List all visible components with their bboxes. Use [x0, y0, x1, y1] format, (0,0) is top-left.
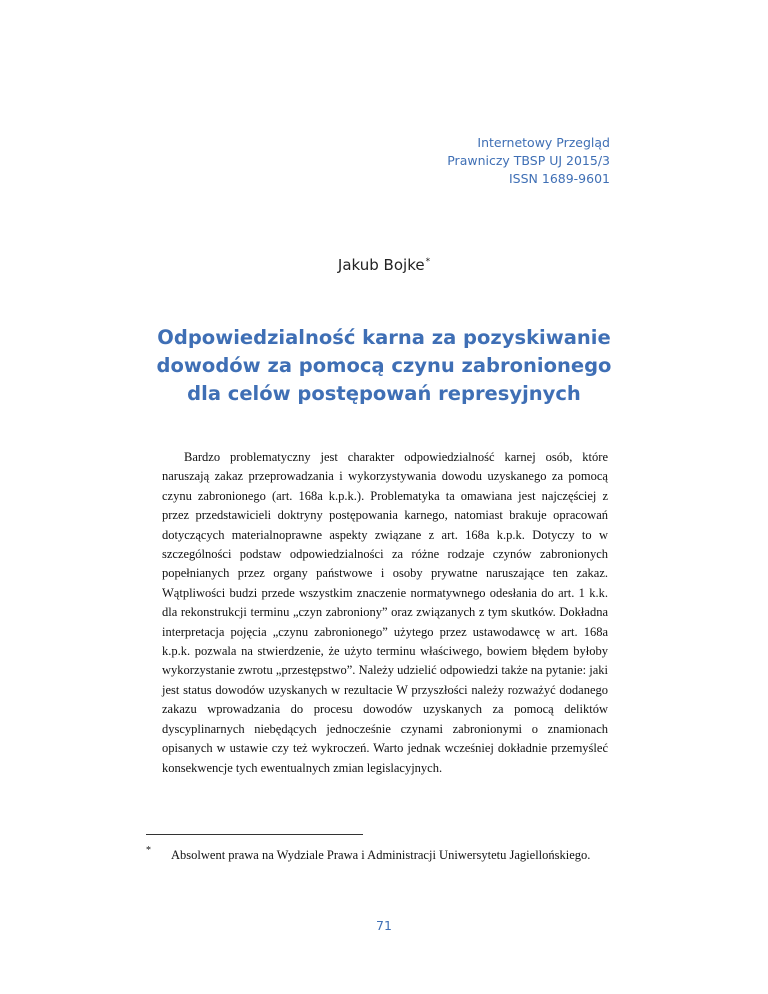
journal-issn: ISSN 1689-9601: [508, 171, 610, 186]
author-name: Jakub Bojke: [337, 256, 425, 274]
page-number: 71: [376, 918, 392, 933]
abstract-paragraph: Bardzo problematyczny jest charakter odpowiedzialność karnej osób, które naruszają zakaz przeprowadzania i wykorzystywania dowodu uzyskanego za pomocą czynu zabronionego (art. 168a k.p.k.). Problematyka ta omawiana jest najczęściej z przez przedstawicieli doktryny postępowania karnego, natomiast brakuje opracowań dotyczących materialnoprawne aspekty związane z art. 168a k.p.k. Dotyczy to w szczególności podstaw odpowiedzialności za różne rodzaje czynów zabronionych popełnianych przez organy państwowe i osoby prywatne naruszające ten zakaz. Wątpliwości budzi przede wszystkim znaczenie normatywnego odesłania do art. 1 k.k. dla rekonstrukcji terminu „czyn zabroniony” oraz związanych z tym skutków. Dokładna interpretacja pojęcia „czynu zabronionego” użytego przez ustawodawcę w art. 168a k.p.k. pozwala na stwierdzenie, że użyto terminu właściwego, bowiem błędem byłoby wykorzystanie zwrotu „przestępstwo”. Należy udzielić odpowiedzi także na pytanie: jaki jest status dowodów uzyskanych w rezultacie W przyszłości należy rozważyć dodanego zakazu wprowadzania do procesu dowodów uzyskanych za pomocą deliktów dyscyplinarnych niebędących jednocześnie czynami zabronionymi o znamionach opisanych w ustawie czy też wykroczeń. Warto jednak wcześniej dokładnie przemyśleć konsekwencje tych ewentualnych zmian legislacyjnych.: [162, 450, 608, 775]
footnote-text: Absolwent prawa na Wydziale Prawa i Administracji Uniwersytetu Jagiellońskiego.: [171, 848, 591, 862]
author-line: [0, 256, 768, 274]
journal-name-line1: Internetowy Przegląd: [477, 135, 610, 150]
journal-name-line2: Prawniczy TBSP UJ 2015/3: [447, 153, 610, 168]
footnote-divider: [146, 834, 363, 835]
article-title-line1: Odpowiedzialność karna za pozyskiwanie: [157, 326, 611, 349]
journal-header: [447, 134, 610, 188]
article-title-line3: dla celów postępowań represyjnych: [187, 382, 581, 405]
footnote-marker: *: [146, 845, 151, 856]
article-title: [130, 324, 638, 408]
author-footnote-marker[interactable]: *: [425, 257, 431, 267]
article-title-line2: dowodów za pomocą czynu zabronionego: [156, 354, 612, 377]
